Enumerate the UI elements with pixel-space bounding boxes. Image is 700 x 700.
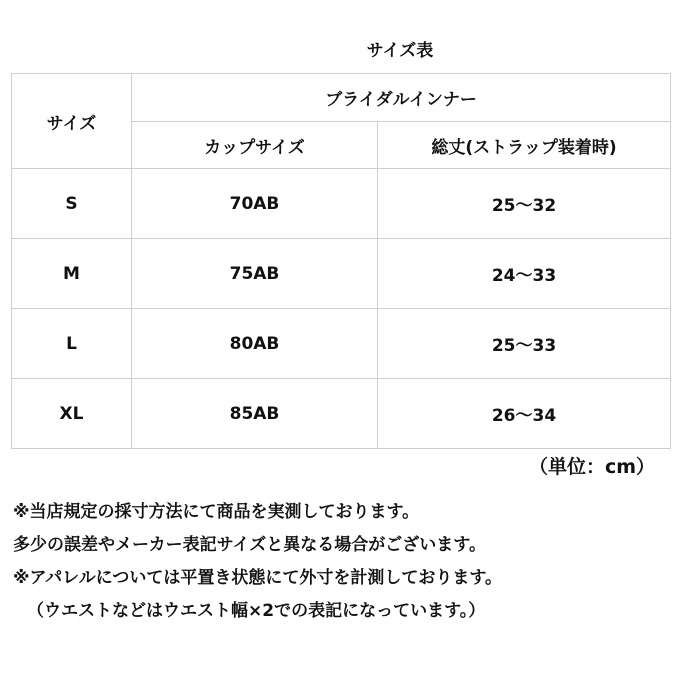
table-row bbox=[12, 309, 671, 379]
header-cup-size: カップサイズ bbox=[132, 122, 378, 169]
note-line: ※アパレルについては平置き状態にて外寸を計測しております。 bbox=[13, 568, 503, 588]
table-row bbox=[12, 239, 671, 309]
length-cell: 24～33 bbox=[378, 239, 671, 309]
length-cell: 25～33 bbox=[378, 309, 671, 379]
note-line: （ウエストなどはウエスト幅×2での表記になっています。） bbox=[27, 601, 486, 621]
size-cell: S bbox=[12, 169, 132, 239]
note-line: 多少の誤差やメーカー表記サイズと異なる場合がございます。 bbox=[13, 535, 486, 555]
cup-cell: 80AB bbox=[132, 309, 378, 379]
note-line: ※当店規定の採寸方法にて商品を実測しております。 bbox=[13, 502, 420, 522]
cup-cell: 70AB bbox=[132, 169, 378, 239]
table-header-row bbox=[12, 74, 671, 122]
cup-cell: 85AB bbox=[132, 379, 378, 449]
page-title: サイズ表 bbox=[366, 41, 434, 61]
length-cell: 25～32 bbox=[378, 169, 671, 239]
header-size: サイズ bbox=[12, 74, 132, 169]
header-total-length: 総丈(ストラップ装着時) bbox=[378, 122, 671, 169]
size-table bbox=[11, 73, 671, 449]
table-row bbox=[12, 169, 671, 239]
unit-label: （単位：cm） bbox=[528, 456, 655, 478]
size-cell: L bbox=[12, 309, 132, 379]
size-cell: M bbox=[12, 239, 132, 309]
table-row bbox=[12, 379, 671, 449]
notes bbox=[13, 496, 693, 628]
length-cell: 26～34 bbox=[378, 379, 671, 449]
size-cell: XL bbox=[12, 379, 132, 449]
header-bridal-inner: ブライダルインナー bbox=[132, 74, 671, 122]
cup-cell: 75AB bbox=[132, 239, 378, 309]
